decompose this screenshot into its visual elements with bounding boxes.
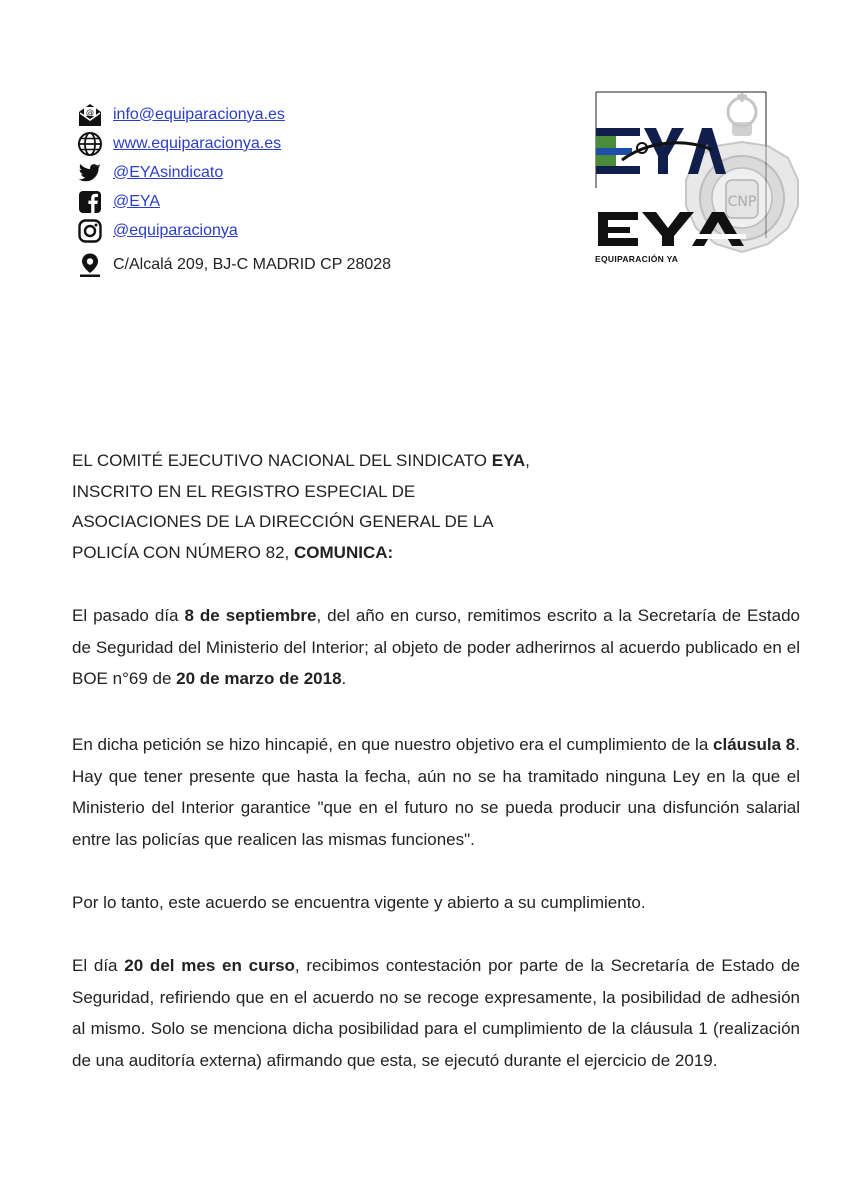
email-icon [76,101,104,129]
logo-graphic [592,88,842,278]
heading-line-3: ASOCIACIONES DE LA DIRECCIÓN GENERAL DE LA [72,512,494,531]
contact-instagram-row [76,216,391,245]
location-pin-icon [76,251,104,279]
paragraph-1: El pasado día 8 de septiembre, del año en curso, remitimos escrito a la Secretaría de Estado de Seguridad del Ministerio del Interior; al objeto de poder adherirnos al acuerdo publicado en el BOE n°69 de 20 de marzo de 2018. [72,606,800,688]
contact-address-row [76,247,391,282]
contact-list [76,100,391,282]
website-link[interactable]: www.equiparacionya.es [113,134,282,152]
eya-logo [592,88,842,278]
globe-icon [76,130,104,158]
facebook-icon [76,188,104,216]
paragraph-3: Por lo tanto, este acuerdo se encuentra vigente y abierto a su cumplimiento. [72,893,646,912]
instagram-link[interactable]: @equiparacionya [113,221,238,239]
facebook-link[interactable]: @EYA [113,192,161,210]
instagram-icon [76,217,104,245]
address-text: C/Alcalá 209, BJ-C MADRID CP 28028 [113,255,392,273]
contact-email-row [76,100,391,129]
heading-line-2: INSCRITO EN EL REGISTRO ESPECIAL DE [72,481,416,501]
heading-line-4: POLICÍA CON NÚMERO 82, COMUNICA: [72,542,394,562]
twitter-link[interactable]: @EYAsindicato [113,163,224,181]
logo-caption: EQUIPARACIÓN YA [595,254,679,264]
contact-twitter-row [76,158,391,187]
twitter-icon [76,159,104,187]
paragraph-2: En dicha petición se hizo hincapié, en que nuestro objetivo era el cumplimiento de la cláusula 8. Hay que tener presente que hasta la fecha, aún no se ha tramitado ninguna Ley en la que el Ministerio del Interior garantice "que en el futuro no se pueda producir una disfunción salarial entre las policías que realicen las mismas funciones". [72,735,800,849]
badge-monogram: CNP [727,194,757,210]
svg-text:@: @ [86,107,94,117]
contact-facebook-row [76,187,391,216]
contact-web-row [76,129,391,158]
heading-line-1: EL COMITÉ EJECUTIVO NACIONAL DEL SINDICATO EYA, [72,451,530,470]
email-link[interactable]: info@equiparacionya.es [113,105,285,123]
communique-heading [72,446,530,568]
paragraph-4: El día 20 del mes en curso, recibimos contestación por parte de la Secretaría de Estado de Seguridad, refiriendo que en el acuerdo no se recoge expresamente, la posibilidad de adhesión al mismo. Solo se menciona dicha posibilidad para el cumplimiento de la cláusula 1 (realización de una auditoría externa) afirmando que esta, se ejecutó durante el ejercicio de 2019. [72,956,800,1070]
